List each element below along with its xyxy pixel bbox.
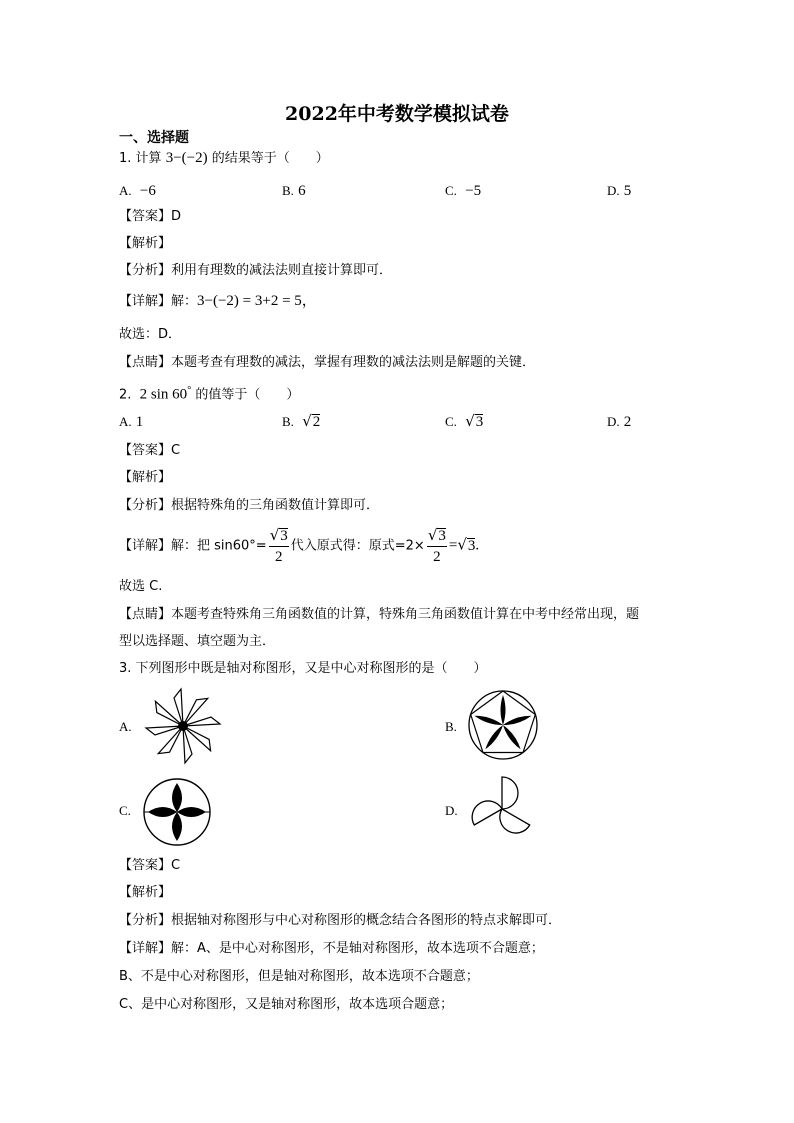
- q3-analysis-head: 【解析】: [119, 885, 172, 900]
- q2-comment-line2: 型以选择题、填空题为主．: [119, 634, 276, 649]
- q1-comment: 【点睛】本题考查有理数的减法，掌握有理数的减法法则是解题的关键．: [119, 355, 536, 370]
- q3-answer: 【答案】C: [119, 858, 181, 873]
- q2-comment-line1: 【点睛】本题考查特殊角三角函数值的计算，特殊角三角函数值计算在中考中经常出现，题: [119, 607, 640, 622]
- q3-analysis: 【分析】根据轴对称图形与中心对称图形的概念结合各图形的特点求解即可．: [119, 913, 562, 928]
- q1-option-a: A. −6: [119, 183, 156, 199]
- figure-c-petals-in-circle: [141, 776, 213, 848]
- q3-fig-c-label: C.: [119, 803, 131, 818]
- q1-detail: 【详解】解：3−(−2) = 3+2 = 5，: [119, 293, 317, 309]
- page-title: 2022年中考数学模拟试卷: [285, 103, 509, 125]
- q1-analysis: 【分析】利用有理数的减法法则直接计算即可．: [119, 263, 393, 278]
- q3-fig-a-label: A.: [119, 719, 132, 734]
- q1-option-b: B. 6: [282, 183, 306, 199]
- q2-stem: 2. 2 sin 60° 的值等于（ ）: [119, 385, 300, 403]
- q2-detail: 【详解】解：把 sin60°= $\frac{√3}{2}$ 代入原式得：原式=2× $\frac{√3}{2}$ =√3.: [119, 526, 480, 565]
- q1-stem: 1. 计算 3−(−2) 的结果等于（ ）: [119, 150, 329, 166]
- q3-stem: 3. 下列图形中既是轴对称图形，又是中心对称图形的是（ ）: [119, 661, 487, 676]
- q1-choose: 故选：D．: [119, 327, 182, 342]
- q3-detail-b: B、不是中心对称图形，但是轴对称图形，故本选项不合题意；: [119, 969, 479, 984]
- q2-option-d: D. 2: [607, 414, 632, 430]
- q2-choose: 故选 C.: [119, 579, 163, 594]
- figure-d-three-blades: [466, 772, 538, 846]
- q1-expression: 3−(−2): [165, 150, 208, 166]
- q1-option-d: D. 5: [607, 183, 632, 199]
- q3-fig-d-label: D.: [445, 803, 458, 818]
- q3-fig-b-label: B.: [445, 719, 457, 734]
- q2-analysis-head: 【解析】: [119, 470, 172, 485]
- q2-answer: 【答案】C: [119, 443, 181, 458]
- q3-detail-a: 【详解】解：A、是中心对称图形，不是轴对称图形，故本选项不合题意；: [119, 941, 544, 956]
- q1-option-c: C. −5: [445, 183, 482, 199]
- q1-answer: 【答案】D: [119, 209, 182, 224]
- figure-b-star-in-circle: [466, 688, 540, 762]
- figure-a-windmill: [140, 686, 226, 766]
- q2-analysis: 【分析】根据特殊角的三角函数值计算即可．: [119, 498, 380, 513]
- q2-expression: 2 sin 60: [139, 386, 188, 403]
- q2-option-b: B. √2: [282, 412, 321, 430]
- q2-option-c: C. √3: [445, 412, 484, 430]
- q3-detail-c: C、是中心对称图形，又是轴对称图形，故本选项合题意；: [119, 997, 454, 1012]
- section-heading: 一、选择题: [119, 130, 189, 146]
- q1-analysis-head: 【解析】: [119, 236, 172, 251]
- q2-option-a: A. 1: [119, 414, 144, 430]
